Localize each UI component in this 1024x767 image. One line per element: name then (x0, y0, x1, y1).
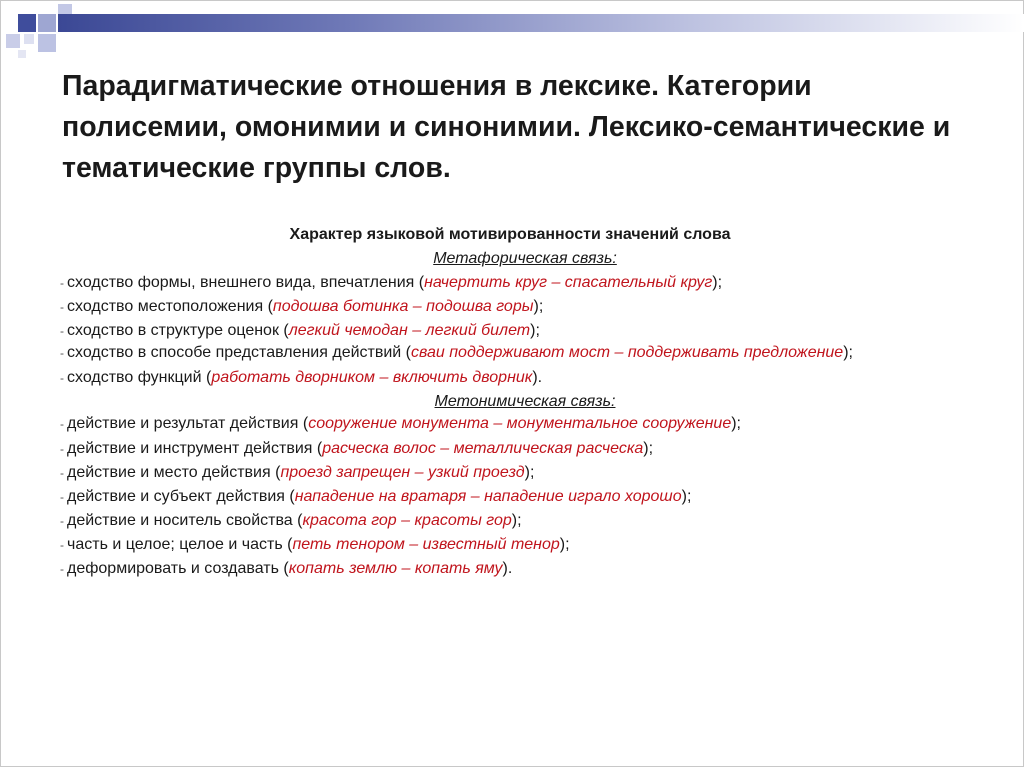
item-end: ); (843, 344, 853, 361)
decor-square (38, 34, 56, 52)
decor-square (38, 14, 56, 32)
list-item (60, 414, 960, 434)
item-example: красота гор – красоты гор (302, 512, 512, 529)
item-text: сходство функций ( (67, 369, 212, 386)
decor-square (18, 14, 36, 32)
bullet-dash-icon: - (60, 276, 64, 290)
list-item (60, 509, 960, 533)
item-example: начертить круг – спасательный круг (424, 274, 713, 291)
list-item (60, 319, 960, 343)
decor-square (24, 34, 34, 44)
item-example: сваи поддерживают мост – поддерживать предложение (411, 344, 844, 361)
item-text: действие и инструмент действия ( (67, 440, 323, 457)
item-example: сооружение монумента – монументальное сооружение (308, 415, 732, 432)
item-end: ). (502, 560, 513, 577)
list-item (60, 343, 960, 363)
list-item (60, 461, 960, 485)
list-item (60, 557, 960, 581)
list-item (60, 366, 960, 390)
metonymic-label: Метонимическая связь: (434, 393, 616, 410)
list-item (60, 533, 960, 557)
list-item (60, 295, 960, 319)
bullet-dash-icon: - (60, 442, 64, 456)
item-end: ); (533, 298, 544, 315)
item-example: петь тенором – известный тенор (292, 536, 560, 553)
slide-title: Парадигматические отношения в лексике. Категории полисемии, омонимии и синонимии. Лексико-семантические и тематические группы слов. (62, 70, 951, 184)
bullet-dash-icon: - (60, 371, 64, 385)
item-end: ); (524, 464, 535, 481)
item-text: сходство в структуре оценок ( (67, 322, 289, 339)
item-text: сходство формы, внешнего вида, впечатления ( (67, 274, 425, 291)
item-end: ). (532, 369, 543, 386)
item-text: часть и целое; целое и часть ( (67, 536, 293, 553)
list-item (60, 437, 960, 461)
slide-content (60, 223, 960, 581)
item-text: действие и результат действия ( (67, 415, 309, 432)
list-item (60, 271, 960, 295)
item-end: ); (559, 536, 570, 553)
item-text: сходство в способе представления действий ( (67, 344, 411, 361)
bullet-dash-icon: - (60, 538, 64, 552)
bullet-dash-icon: - (60, 346, 64, 360)
item-text: сходство местоположения ( (67, 298, 273, 315)
item-example: нападение на вратаря – нападение играло хорошо (294, 488, 682, 505)
bullet-dash-icon: - (60, 300, 64, 314)
item-example: легкий чемодан – легкий билет (288, 322, 531, 339)
decor-square (6, 34, 20, 48)
header-gradient-bar (58, 14, 1024, 32)
item-text: действие и субъект действия ( (67, 488, 295, 505)
bullet-dash-icon: - (60, 514, 64, 528)
item-example: работать дворником – включить дворник (211, 369, 533, 386)
item-text: действие и носитель свойства ( (67, 512, 303, 529)
item-end: ); (681, 488, 692, 505)
list-item (60, 485, 960, 509)
bullet-dash-icon: - (60, 562, 64, 576)
section-heading: Характер языковой мотивированности значений слова (289, 226, 731, 243)
item-text: действие и место действия ( (67, 464, 281, 481)
bullet-dash-icon: - (60, 324, 64, 338)
decor-square (18, 50, 26, 58)
item-example: проезд запрещен – узкий проезд (280, 464, 525, 481)
item-example: расческа волос – металлическая расческа (322, 440, 644, 457)
item-end: ); (712, 274, 723, 291)
bullet-dash-icon: - (60, 490, 64, 504)
item-end: ); (643, 440, 654, 457)
bullet-dash-icon: - (60, 417, 64, 431)
item-end: ); (511, 512, 522, 529)
item-end: ); (530, 322, 540, 339)
item-end: ); (731, 415, 741, 432)
bullet-dash-icon: - (60, 466, 64, 480)
item-example: подошва ботинка – подошва горы (272, 298, 534, 315)
metaphoric-label: Метафорическая связь: (433, 250, 617, 267)
item-text: деформировать и создавать ( (67, 560, 289, 577)
item-example: копать землю – копать яму (288, 560, 503, 577)
